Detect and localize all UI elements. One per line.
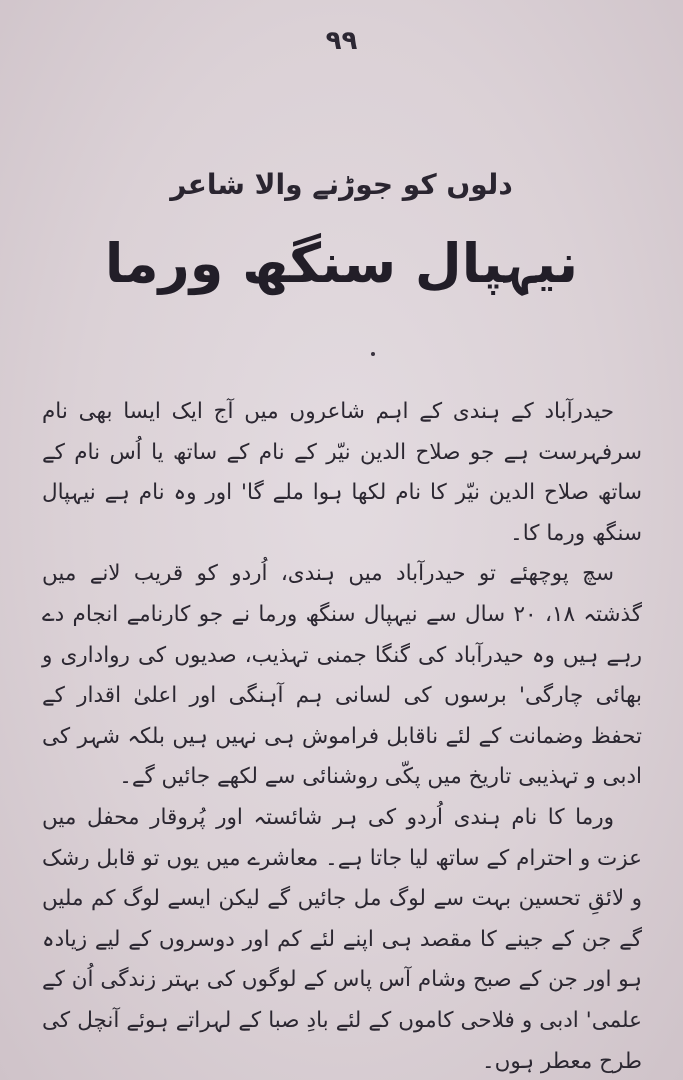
page-number: ٩٩ <box>325 26 358 56</box>
paragraph: ورما کا نام ہندی اُردو کی ہر شائستہ اور پُروقار محفل میں عزت و احترام کے ساتھ لیا جاتا ہے۔ معاشرے میں یوں تو قابل رشک و لائقِ تحسین بہت سے لوگ مل جائیں گے لیکن ایسے لوگ کم ملیں گے جن کے جینے کا مقصد ہی اپنے لئے کم اور دوسروں کے لیے زیادہ ہو اور جن کے صبح وشام آس پاس کے لوگوں کی بہتر زندگی اُن کے علمی' ادبی و فلاحی کاموں کے لئے بادِ صبا کے لہراتے ہوئے آنچل کی طرح معطر ہوں۔ <box>42 804 642 1074</box>
paragraph: حیدرآباد کے ہندی کے اہم شاعروں میں آج ایک ایسا بھی نام سرفہرست ہے جو صلاح الدین نیّر کے نام کے ساتھ یا اُس نام کے ساتھ صلاح الدین نیّر کا نام لکھا ہوا ملے گا' اور وہ نام ہے نیہپال سنگھ ورما کا۔ <box>42 399 642 546</box>
ornament-dot <box>371 352 375 356</box>
article-body <box>42 392 642 1080</box>
article-title: نیہپال سنگھ ورما <box>104 232 579 295</box>
paragraph: سچ پوچھئے تو حیدرآباد میں ہندی، اُردو کو قریب لانے میں گذشتہ ۱۸، ۲۰ سال سے نیہپال سنگھ ورما نے جو کارنامے انجام دے رہے ہیں وہ حیدرآباد کی گنگا جمنی تہذیب، صدیوں کی رواداری و بھائی چارگی' برسوں کی لسانی ہم آہنگی اور اعلیٰ اقدار کے تحفظ وضمانت کے لئے ناقابل فراموش ہی نہیں ہیں بلکہ شہر کی ادبی و تہذیبی تاریخ میں پکّی روشنائی سے لکھے جائیں گے۔ <box>42 561 642 790</box>
article-subtitle: دلوں کو جوڑنے والا شاعر <box>170 168 513 201</box>
